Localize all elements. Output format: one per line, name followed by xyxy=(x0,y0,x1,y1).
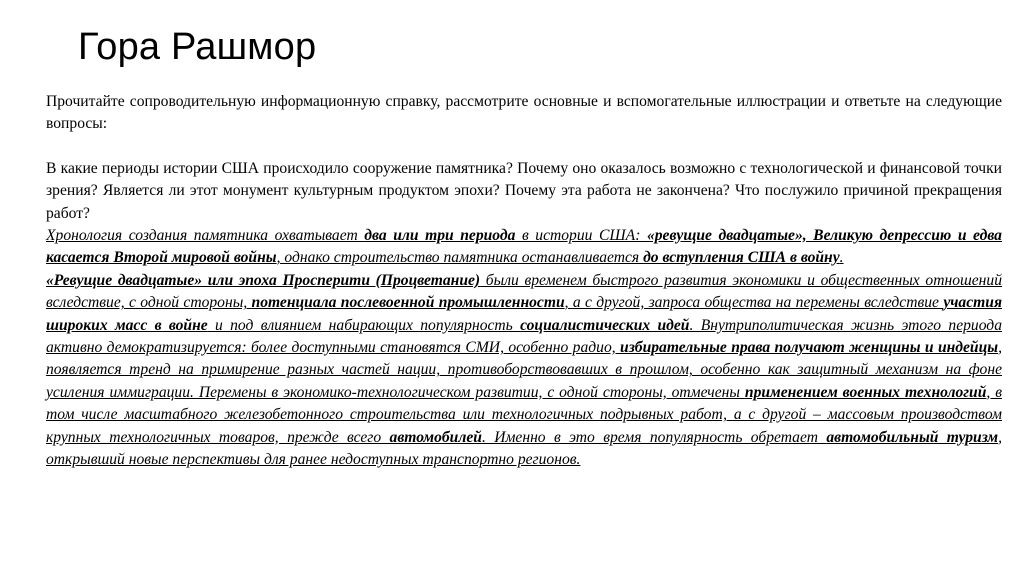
answer-text: , появляется тренд на примирение разных частей нации, противоборствовавших в прошлом, особенно как защитный механизм на фоне усиления иммиграции. Перемены в экономико-технологическом развитии, с одной стороны, отмечены xyxy=(46,339,1002,401)
answer-emphasis: автомобилей xyxy=(389,428,482,446)
answer-emphasis: «Ревущие двадцатые» или эпоха Просперити (Процветание) xyxy=(46,271,481,289)
paragraph-gap xyxy=(46,136,1002,158)
answer-emphasis: применением военных технологий xyxy=(744,383,987,401)
answer-text: были временем быстрого развития экономики и общественных отношений вследствие, с одной стороны, xyxy=(46,271,1003,312)
answer-text: , в том числе масштабного железобетонного строительства или технологичных подрывных работ, а с другой – массовым производством крупных технологичных товаров, прежде всего xyxy=(46,383,1002,446)
answer-text: , открывший новые перспективы для ранее недоступных транспортно регионов. xyxy=(46,428,1003,469)
answer-emphasis: «ревущие двадцатые», Великую депрессию и едва касается Второй мировой войны xyxy=(46,227,1002,267)
slide-body xyxy=(46,91,1002,472)
answer-emphasis: автомобильный туризм xyxy=(826,428,999,446)
answer-text: в истории США: xyxy=(515,227,647,245)
answer-text: . Внутриполитическая жизнь этого периода активно демократизируется: более доступными становятся СМИ, особенно радио, xyxy=(46,316,1002,357)
answer-text: , а с другой, запроса общества на перемены вследствие xyxy=(564,294,944,312)
answer-chronology xyxy=(46,225,1002,270)
answer-text: и под влиянием набирающих популярность xyxy=(207,316,521,334)
answer-text: . xyxy=(839,249,844,267)
answer-emphasis: до вступления США в войну xyxy=(643,249,840,267)
answer-emphasis: потенциала послевоенной промышленности xyxy=(251,294,565,312)
answer-emphasis: избирательные права получают женщины и индейцы xyxy=(620,339,999,357)
answer-roaring-twenties xyxy=(46,270,1002,472)
intro-paragraph: Прочитайте сопроводительную информационную справку, рассмотрите основные и вспомогательные иллюстрации и ответьте на следующие вопросы: xyxy=(46,93,1002,133)
answer-text: Хронология создания памятника охватывает xyxy=(46,227,365,245)
questions-paragraph: В какие периоды истории США происходило сооружение памятника? Почему оно оказалось возможно с технологической и финансовой точки зрения? Является ли этот монумент культурным продуктом эпохи? Почему эта работа не закончена? Что послужило причиной прекращения работ? xyxy=(46,159,1002,222)
answer-emphasis: участия широких масс в войне xyxy=(46,294,1002,334)
answer-text: . Именно в это время популярность обретает xyxy=(481,428,827,446)
slide-title: Гора Рашмор xyxy=(78,26,317,68)
answer-text: , однако строительство памятника останавливается xyxy=(276,249,644,267)
answer-emphasis: социалистических идей xyxy=(520,316,690,334)
answer-emphasis: два или три периода xyxy=(364,227,516,245)
